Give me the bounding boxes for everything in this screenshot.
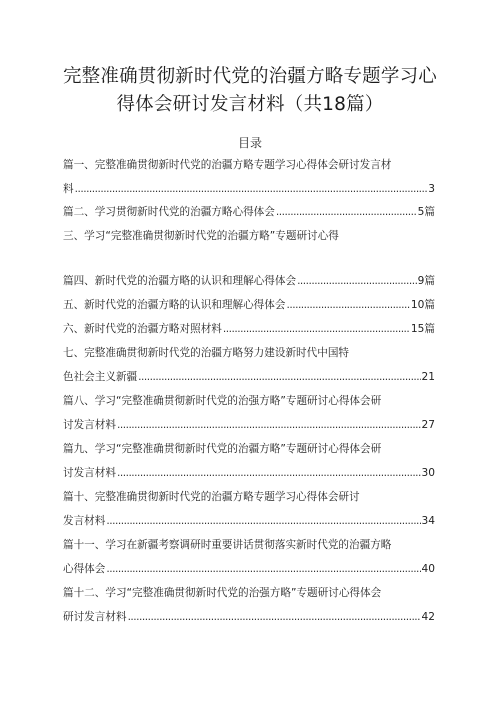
toc-entry-11-line-1: 篇十一、学习在新疆考察调研时重要讲话贯彻落实新时代党的治疆方略 [63, 539, 392, 551]
toc-entry-8-line-2: 讨发言材料 ..... 27 [63, 418, 435, 432]
toc-entry-4: 篇四、新时代党的治疆方略的认识和理解心得体会 ..... 9篇 [63, 274, 435, 288]
leader-dots [117, 466, 421, 480]
page-number: 40 [421, 563, 435, 575]
toc-entry-7-line-2: 色社会主义新疆 ..... 21 [63, 370, 435, 384]
leader-dots [223, 322, 410, 336]
page-number: 5篇 [417, 206, 435, 218]
toc-entry-5: 五、新时代党的治疆方略的认识和理解心得体会 ..... 10篇 [63, 298, 435, 312]
toc-entry-12-line-2: 研讨发言材料 ..... 42 [63, 610, 435, 624]
page-number: 42 [421, 611, 435, 623]
toc-entry-1-line-2: 料 ..... 3 [63, 182, 435, 196]
page-number: 21 [421, 371, 435, 383]
page-number: 3 [428, 183, 435, 195]
toc-entry-11-line-2: 心得体会 ..... 40 [63, 562, 435, 576]
leader-dots [276, 205, 417, 219]
toc-heading: 目录 [237, 136, 262, 150]
toc-entry-12-line-1: 篇十二、学习“完整准确贯彻新时代党的治强方略”专题研讨心得体会 [63, 587, 382, 599]
leader-dots [297, 274, 417, 288]
toc-entry-9-line-1: 篇九、学习“完整准确贯彻新时代党的治疆方略”专题研讨心得体会研 [63, 443, 382, 455]
toc-entry-1-line-1: 篇一、完整准确贯彻新时代党的治疆方略专题学习心得体会研讨发言材 [63, 159, 392, 171]
page-number: 30 [421, 467, 435, 479]
leader-dots [128, 610, 421, 624]
toc-entry-10-line-1: 篇十、完整准确贯彻新时代党的治疆方略专题学习心得体会研讨 [63, 491, 360, 503]
toc-entry-7-line-1: 七、完整准确贯彻新时代党的治疆方略努力建设新时代中国特 [63, 347, 350, 359]
leader-dots [106, 562, 420, 576]
document-title-line-1: 完整准确贯彻新时代党的治疆方略专题学习心 [62, 66, 437, 87]
document-title-line-2: 得体会研讨发言材料（共18篇） [116, 94, 384, 115]
toc-entry-10-line-2: 发言材料 ..... 34 [63, 514, 435, 528]
toc-entry-9-line-2: 讨发言材料 ..... 30 [63, 466, 435, 480]
leader-dots [117, 418, 421, 432]
page-number: 9篇 [417, 275, 435, 287]
leader-dots [138, 370, 420, 384]
toc-entry-2: 篇二、学习贯彻新时代党的治疆方略心得体会 ..... 5篇 [63, 205, 435, 219]
leader-dots [106, 514, 420, 528]
leader-dots [286, 298, 409, 312]
toc-entry-6: 六、新时代党的治疆方略对照材料 ..... 15篇 [63, 322, 435, 336]
leader-dots [75, 182, 428, 196]
toc-entry-3: 三、学习“完整准确贯彻新时代党的治疆方略”专题研讨心得 [63, 230, 339, 242]
page-number: 27 [421, 419, 435, 431]
toc-entry-8-line-1: 篇八、学习“完整准确贯彻新时代党的治强方略”专题研讨心得体会研 [63, 395, 382, 407]
page-number: 34 [421, 515, 435, 527]
page-number: 15篇 [410, 323, 435, 335]
page-number: 10篇 [410, 299, 435, 311]
